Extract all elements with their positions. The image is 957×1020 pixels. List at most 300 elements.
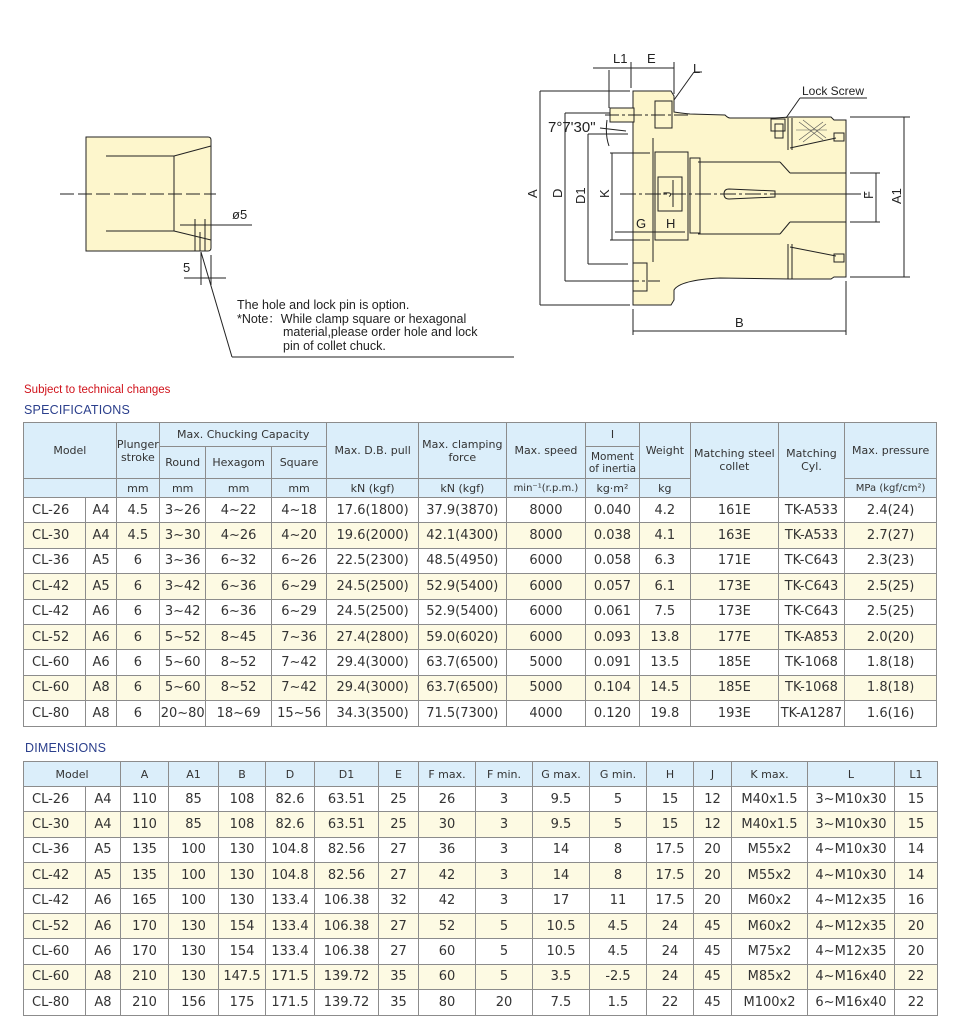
- dims-cell: 4~M12x35: [808, 913, 895, 938]
- spec-cell: 2.3(23): [845, 548, 937, 573]
- spec-cell: 5~60: [160, 650, 206, 675]
- dims-cell: 8: [590, 863, 647, 888]
- header-max-pressure: Max. pressure: [845, 423, 937, 479]
- dims-cell: 154: [219, 913, 266, 938]
- spec-cell: 19.6(2000): [327, 523, 419, 548]
- spec-cell: 6.3: [639, 548, 690, 573]
- dims-cell: 3: [476, 837, 533, 862]
- spec-cell: 5~60: [160, 675, 206, 700]
- header-max-speed: Max. speed: [506, 423, 586, 479]
- dims-cell: 10.5: [533, 939, 590, 964]
- dims-cell: 42: [419, 863, 476, 888]
- dims-cell: 171.5: [266, 990, 315, 1015]
- dims-cell: M100x2: [732, 990, 808, 1015]
- spec-cell: 3~36: [160, 548, 206, 573]
- spec-cell: A6: [86, 624, 116, 649]
- dims-header-cell: D1: [315, 762, 379, 787]
- dims-cell: 45: [694, 913, 732, 938]
- spec-cell: 13.5: [639, 650, 690, 675]
- dims-table-row: [24, 990, 938, 1015]
- dim-d1-label: D1: [573, 187, 588, 204]
- dims-cell: 24: [647, 964, 694, 989]
- dims-cell: 22: [895, 964, 938, 989]
- spec-cell: A6: [86, 599, 116, 624]
- dims-cell: 100: [169, 888, 219, 913]
- spec-cell: 15~56: [271, 701, 326, 726]
- dims-cell: 110: [121, 787, 169, 812]
- dim-b-label: B: [735, 315, 744, 330]
- spec-cell: 2.4(24): [845, 498, 937, 523]
- spec-cell: 3~26: [160, 498, 206, 523]
- collet-chuck-section-drawing: [525, 51, 910, 335]
- dims-cell: 170: [121, 913, 169, 938]
- dims-cell: -2.5: [590, 964, 647, 989]
- spec-cell: 42.1(4300): [418, 523, 506, 548]
- dims-cell: CL-30: [24, 812, 86, 837]
- spec-cell: 173E: [691, 574, 779, 599]
- spec-cell: 4.5: [116, 523, 159, 548]
- spec-cell: 193E: [691, 701, 779, 726]
- hole-diameter-label: ø5: [232, 207, 248, 222]
- note-line-2: *Note：While clamp square or hexagonal: [237, 311, 467, 326]
- dim-a1-label: A1: [889, 188, 904, 204]
- dims-cell: 5: [476, 913, 533, 938]
- dims-cell: 139.72: [315, 990, 379, 1015]
- spec-cell: TK-A533: [778, 498, 845, 523]
- dims-cell: 17.5: [647, 888, 694, 913]
- spec-cell: 52.9(5400): [418, 599, 506, 624]
- spec-cell: 6~36: [206, 574, 272, 599]
- spec-cell: CL-60: [24, 675, 86, 700]
- dims-cell: 27: [379, 939, 419, 964]
- spec-cell: 6: [116, 650, 159, 675]
- spec-cell: 161E: [691, 498, 779, 523]
- spec-cell: 4.2: [639, 498, 690, 523]
- spec-cell: 24.5(2500): [327, 599, 419, 624]
- dims-cell: 12: [694, 787, 732, 812]
- dims-cell: 130: [169, 913, 219, 938]
- spec-cell: 20~80: [160, 701, 206, 726]
- dims-cell: 5: [590, 787, 647, 812]
- spec-cell: 6: [116, 599, 159, 624]
- spec-cell: 7.5: [639, 599, 690, 624]
- angle-label: 7°7'30": [548, 119, 596, 136]
- header-moment-of-inertia: Moment of inertia: [586, 447, 639, 479]
- spec-cell: 8000: [506, 523, 586, 548]
- dims-cell: 3.5: [533, 964, 590, 989]
- spec-cell: 4~22: [206, 498, 272, 523]
- dims-cell: 30: [419, 812, 476, 837]
- dims-table-row: [24, 913, 938, 938]
- spec-cell: 6: [116, 548, 159, 573]
- dims-cell: M55x2: [732, 837, 808, 862]
- spec-cell: 63.7(6500): [418, 650, 506, 675]
- header-plunger-stroke: Plunger stroke: [116, 423, 159, 479]
- dims-cell: 14: [533, 863, 590, 888]
- dims-cell: 85: [169, 787, 219, 812]
- spec-cell: 4.5: [116, 498, 159, 523]
- dim-e-label: E: [647, 51, 656, 66]
- dims-cell: 25: [379, 812, 419, 837]
- dims-cell: 60: [419, 964, 476, 989]
- dims-cell: 175: [219, 990, 266, 1015]
- spec-cell: 1.8(18): [845, 650, 937, 675]
- dims-header-cell: J: [694, 762, 732, 787]
- dim-d-label: D: [550, 188, 565, 198]
- dims-cell: 35: [379, 964, 419, 989]
- dims-cell: 10.5: [533, 913, 590, 938]
- spec-cell: 0.061: [586, 599, 639, 624]
- dims-cell: 36: [419, 837, 476, 862]
- spec-cell: 14.5: [639, 675, 690, 700]
- spec-cell: 63.7(6500): [418, 675, 506, 700]
- dims-cell: 60: [419, 939, 476, 964]
- dims-cell: 27: [379, 863, 419, 888]
- spec-cell: 6: [116, 701, 159, 726]
- spec-cell: 4.1: [639, 523, 690, 548]
- unit-round: mm: [160, 479, 206, 498]
- spec-cell: 6~32: [206, 548, 272, 573]
- dims-cell: 17.5: [647, 837, 694, 862]
- spec-cell: 17.6(1800): [327, 498, 419, 523]
- dims-cell: 9.5: [533, 787, 590, 812]
- hole-offset-label: 5: [183, 260, 191, 275]
- spec-cell: 4~20: [271, 523, 326, 548]
- dims-cell: 82.56: [315, 863, 379, 888]
- dims-header-cell: A1: [169, 762, 219, 787]
- spec-cell: CL-36: [24, 548, 86, 573]
- dims-table-row: [24, 939, 938, 964]
- dims-cell: A6: [86, 939, 121, 964]
- spec-cell: 7~42: [271, 650, 326, 675]
- spec-cell: 4~26: [206, 523, 272, 548]
- dims-cell: CL-42: [24, 888, 86, 913]
- spec-cell: 34.3(3500): [327, 701, 419, 726]
- spec-cell: 6000: [506, 624, 586, 649]
- dims-cell: CL-36: [24, 837, 86, 862]
- dims-cell: A6: [86, 888, 121, 913]
- dims-cell: 156: [169, 990, 219, 1015]
- dims-cell: 104.8: [266, 863, 315, 888]
- spec-table-row: [24, 548, 937, 573]
- dim-f-label: F: [861, 191, 876, 199]
- spec-cell: 2.7(27): [845, 523, 937, 548]
- dims-cell: 3: [476, 888, 533, 913]
- spec-cell: 6~36: [206, 599, 272, 624]
- spec-cell: 3~42: [160, 599, 206, 624]
- unit-pressure: MPa (kgf/cm²): [845, 479, 937, 498]
- dims-cell: 45: [694, 964, 732, 989]
- dims-cell: 15: [647, 812, 694, 837]
- dims-cell: 27: [379, 913, 419, 938]
- dim-g-label: G: [636, 216, 647, 231]
- spec-cell: 8~52: [206, 675, 272, 700]
- spec-cell: 48.5(4950): [418, 548, 506, 573]
- dims-cell: 20: [694, 863, 732, 888]
- spec-cell: 7~36: [271, 624, 326, 649]
- dims-cell: 27: [379, 837, 419, 862]
- dims-cell: 15: [895, 787, 938, 812]
- spec-cell: CL-52: [24, 624, 86, 649]
- dims-cell: 32: [379, 888, 419, 913]
- dims-cell: 170: [121, 939, 169, 964]
- dims-table-row: [24, 787, 938, 812]
- dims-cell: M40x1.5: [732, 812, 808, 837]
- spec-cell: 6.1: [639, 574, 690, 599]
- dims-cell: 25: [379, 787, 419, 812]
- spec-cell: A5: [86, 574, 116, 599]
- dims-cell: 14: [895, 837, 938, 862]
- dims-cell: 85: [169, 812, 219, 837]
- spec-cell: 163E: [691, 523, 779, 548]
- dims-cell: 5: [476, 939, 533, 964]
- dims-header-cell: F max.: [419, 762, 476, 787]
- spec-cell: 6: [116, 624, 159, 649]
- dims-cell: 210: [121, 964, 169, 989]
- dims-cell: 5: [476, 964, 533, 989]
- dims-cell: 20: [694, 837, 732, 862]
- spec-cell: 0.120: [586, 701, 639, 726]
- header-inertia-symbol: I: [586, 423, 639, 447]
- dims-cell: 17: [533, 888, 590, 913]
- dims-cell: 133.4: [266, 913, 315, 938]
- unit-speed: min⁻¹(r.p.m.): [506, 479, 586, 498]
- dims-cell: 22: [895, 990, 938, 1015]
- dims-cell: 52: [419, 913, 476, 938]
- spec-table-row: [24, 675, 937, 700]
- dims-cell: 82.6: [266, 812, 315, 837]
- dims-cell: 210: [121, 990, 169, 1015]
- spec-cell: 2.5(25): [845, 574, 937, 599]
- spec-cell: A8: [86, 675, 116, 700]
- dims-header-cell: K max.: [732, 762, 808, 787]
- dim-k-label: K: [597, 189, 612, 198]
- dims-cell: 24: [647, 939, 694, 964]
- dims-cell: 14: [533, 837, 590, 862]
- dims-cell: 100: [169, 837, 219, 862]
- spec-cell: 6~29: [271, 574, 326, 599]
- dims-cell: 82.56: [315, 837, 379, 862]
- spec-cell: 59.0(6020): [418, 624, 506, 649]
- dims-cell: 15: [647, 787, 694, 812]
- dim-l1-label: L1: [613, 51, 628, 66]
- dims-cell: 133.4: [266, 888, 315, 913]
- specifications-table: [23, 422, 937, 727]
- dims-cell: M85x2: [732, 964, 808, 989]
- dims-header-cell: E: [379, 762, 419, 787]
- dims-cell: 4~M12x35: [808, 939, 895, 964]
- spec-cell: 173E: [691, 599, 779, 624]
- unit-hexagon: mm: [206, 479, 272, 498]
- dims-cell: 110: [121, 812, 169, 837]
- dims-cell: A4: [86, 787, 121, 812]
- spec-cell: 71.5(7300): [418, 701, 506, 726]
- dims-header-cell: G max.: [533, 762, 590, 787]
- unit-weight: kg: [639, 479, 690, 498]
- spec-cell: A5: [86, 548, 116, 573]
- header-hexagon: Hexagom: [206, 447, 272, 479]
- dims-cell: 45: [694, 990, 732, 1015]
- unit-square: mm: [271, 479, 326, 498]
- dims-cell: 8: [590, 837, 647, 862]
- dims-cell: CL-60: [24, 964, 86, 989]
- spec-cell: TK-1068: [778, 650, 845, 675]
- dims-table-row: [24, 964, 938, 989]
- dims-cell: 80: [419, 990, 476, 1015]
- dims-cell: 6~M16x40: [808, 990, 895, 1015]
- dims-cell: 154: [219, 939, 266, 964]
- spec-cell: TK-A853: [778, 624, 845, 649]
- note-line-4: pin of collet chuck.: [283, 338, 386, 353]
- spec-cell: CL-42: [24, 574, 86, 599]
- spec-cell: A8: [86, 701, 116, 726]
- spec-cell: 171E: [691, 548, 779, 573]
- technical-changes-notice: Subject to technical changes: [24, 384, 171, 396]
- header-max-chucking-capacity: Max. Chucking Capacity: [160, 423, 327, 447]
- spec-cell: 19.8: [639, 701, 690, 726]
- spec-cell: CL-26: [24, 498, 86, 523]
- spec-cell: 0.091: [586, 650, 639, 675]
- dims-cell: CL-52: [24, 913, 86, 938]
- unit-model-blank: [24, 479, 117, 498]
- header-round: Round: [160, 447, 206, 479]
- dims-cell: 20: [895, 913, 938, 938]
- dims-cell: 165: [121, 888, 169, 913]
- dims-cell: 4.5: [590, 913, 647, 938]
- spec-cell: 0.038: [586, 523, 639, 548]
- dims-cell: CL-60: [24, 939, 86, 964]
- dims-cell: 82.6: [266, 787, 315, 812]
- header-model: Model: [24, 423, 117, 479]
- spec-cell: CL-80: [24, 701, 86, 726]
- dims-cell: 20: [694, 888, 732, 913]
- spec-table-row: [24, 624, 937, 649]
- spec-cell: CL-30: [24, 523, 86, 548]
- dims-cell: 42: [419, 888, 476, 913]
- spec-table-row: [24, 701, 937, 726]
- spec-cell: 5000: [506, 650, 586, 675]
- dims-header-cell: L: [808, 762, 895, 787]
- spec-cell: 29.4(3000): [327, 650, 419, 675]
- header-weight: Weight: [639, 423, 690, 479]
- dims-header-cell: A: [121, 762, 169, 787]
- spec-cell: TK-A1287: [778, 701, 845, 726]
- spec-cell: 4000: [506, 701, 586, 726]
- spec-table-row: [24, 599, 937, 624]
- spec-cell: 8000: [506, 498, 586, 523]
- dims-cell: 135: [121, 863, 169, 888]
- dims-cell: 130: [169, 939, 219, 964]
- spec-cell: 185E: [691, 675, 779, 700]
- spec-cell: TK-A533: [778, 523, 845, 548]
- spec-cell: 3~42: [160, 574, 206, 599]
- header-clamping-force: Max. clamping force: [418, 423, 506, 479]
- dims-cell: 20: [895, 939, 938, 964]
- dims-cell: 130: [219, 863, 266, 888]
- spec-table-row: [24, 523, 937, 548]
- header-matching-collet: Matching steel collet: [691, 423, 779, 498]
- dims-cell: 63.51: [315, 787, 379, 812]
- dims-cell: 14: [895, 863, 938, 888]
- spec-cell: 6: [116, 675, 159, 700]
- dims-cell: 45: [694, 939, 732, 964]
- dims-cell: 12: [694, 812, 732, 837]
- spec-cell: 1.6(16): [845, 701, 937, 726]
- dims-cell: CL-42: [24, 863, 86, 888]
- dims-header-cell: B: [219, 762, 266, 787]
- spec-cell: A6: [86, 650, 116, 675]
- dims-cell: 4~M10x30: [808, 863, 895, 888]
- dims-cell: 135: [121, 837, 169, 862]
- spec-cell: TK-C643: [778, 574, 845, 599]
- dims-cell: 35: [379, 990, 419, 1015]
- dims-cell: 130: [219, 888, 266, 913]
- dims-cell: 22: [647, 990, 694, 1015]
- spec-cell: 6~26: [271, 548, 326, 573]
- dims-cell: 133.4: [266, 939, 315, 964]
- lock-screw-label: Lock Screw: [802, 84, 865, 98]
- spec-cell: 6000: [506, 548, 586, 573]
- dims-header-cell: L1: [895, 762, 938, 787]
- spec-cell: 27.4(2800): [327, 624, 419, 649]
- note-line-3: material,please order hole and lock: [283, 325, 478, 339]
- spec-cell: A4: [86, 498, 116, 523]
- dim-l-label: L: [693, 61, 701, 76]
- spec-cell: 185E: [691, 650, 779, 675]
- dims-cell: 3~M10x30: [808, 812, 895, 837]
- dims-cell: 4~M16x40: [808, 964, 895, 989]
- dims-cell: 4~M12x35: [808, 888, 895, 913]
- spec-cell: TK-C643: [778, 548, 845, 573]
- dims-cell: A5: [86, 837, 121, 862]
- spec-cell: 177E: [691, 624, 779, 649]
- dims-cell: 104.8: [266, 837, 315, 862]
- dims-cell: A6: [86, 913, 121, 938]
- note-line-1: The hole and lock pin is option.: [237, 298, 410, 312]
- dims-cell: M60x2: [732, 888, 808, 913]
- dims-header-cell: H: [647, 762, 694, 787]
- spec-table-row: [24, 574, 937, 599]
- spec-cell: 52.9(5400): [418, 574, 506, 599]
- dims-cell: 130: [169, 964, 219, 989]
- dims-cell: M60x2: [732, 913, 808, 938]
- spec-cell: 0.093: [586, 624, 639, 649]
- dims-cell: M75x2: [732, 939, 808, 964]
- dims-cell: 106.38: [315, 939, 379, 964]
- dims-cell: CL-26: [24, 787, 86, 812]
- dims-cell: 24: [647, 913, 694, 938]
- spec-cell: 5~52: [160, 624, 206, 649]
- spec-cell: CL-42: [24, 599, 86, 624]
- dim-h-label: H: [666, 216, 676, 231]
- spec-cell: TK-C643: [778, 599, 845, 624]
- spec-cell: 0.040: [586, 498, 639, 523]
- spec-cell: 29.4(3000): [327, 675, 419, 700]
- dims-cell: A8: [86, 990, 121, 1015]
- technical-drawing: [0, 0, 957, 380]
- dim-a-label: A: [525, 189, 540, 198]
- dims-cell: 3~M10x30: [808, 787, 895, 812]
- spec-cell: 5000: [506, 675, 586, 700]
- unit-clamping-force: kN (kgf): [418, 479, 506, 498]
- dims-cell: 3: [476, 812, 533, 837]
- dims-cell: A8: [86, 964, 121, 989]
- dims-cell: 1.5: [590, 990, 647, 1015]
- spec-cell: TK-1068: [778, 675, 845, 700]
- dims-cell: 9.5: [533, 812, 590, 837]
- dims-cell: 11: [590, 888, 647, 913]
- dims-cell: 63.51: [315, 812, 379, 837]
